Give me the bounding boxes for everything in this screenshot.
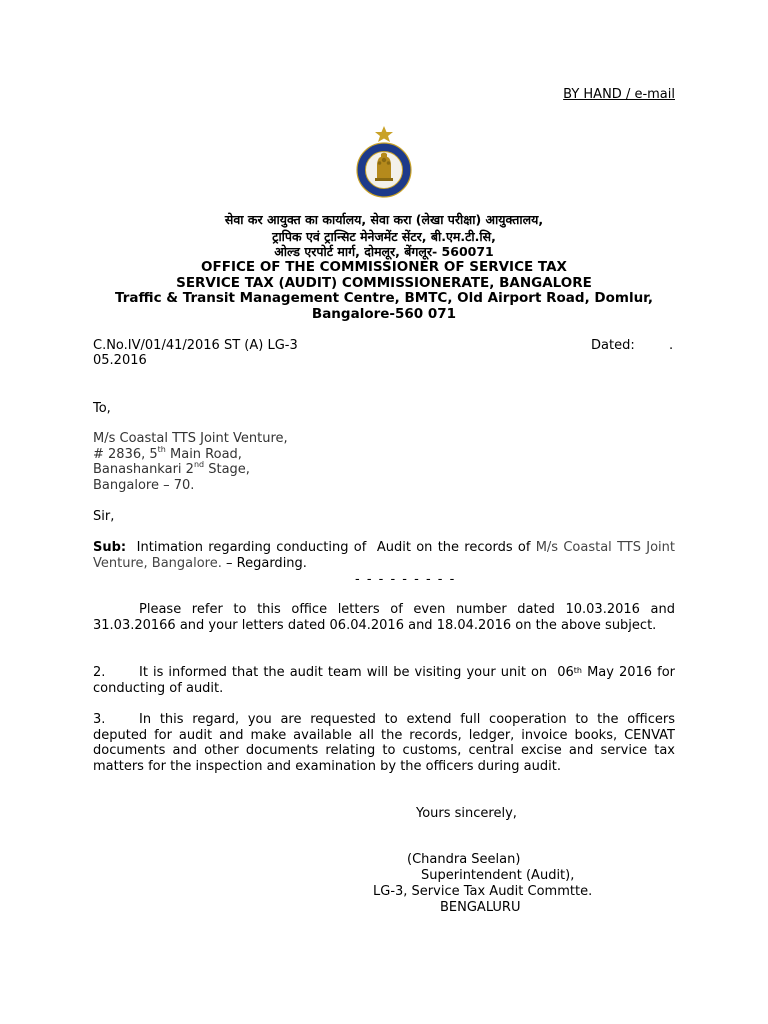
government-emblem-icon xyxy=(346,124,422,200)
recipient-address-line-4: Bangalore – 70. xyxy=(93,478,195,493)
reference-number: C.No.IV/01/41/2016 ST (A) LG-3 xyxy=(93,338,298,353)
reference-date: 05.2016 xyxy=(93,353,147,368)
to-label: To, xyxy=(93,401,111,416)
delivery-mode: BY HAND / e-mail xyxy=(563,87,675,102)
salutation: Sir, xyxy=(93,509,115,524)
address-line-2-part-2: Main Road, xyxy=(165,447,242,462)
paragraph-2-text-part-1: It is informed that the audit team will be visiting your unit on 06 xyxy=(139,665,574,680)
header-english-line-3: Traffic & Transit Management Centre, BMTC, Old Airport Road, Domlur, xyxy=(115,290,653,306)
body-paragraph-2 xyxy=(93,665,675,696)
paragraph-2-number: 2. xyxy=(93,665,106,680)
recipient-address-line-2 xyxy=(93,447,242,462)
paragraph-1-text: Please refer to this office letters of even number dated 10.03.2016 and 31.03.20166 and your letters dated 06.04.2016 and 18.04.2016 on the above subject. xyxy=(93,602,675,633)
body-paragraph-3 xyxy=(93,712,675,774)
header-english-line-2: SERVICE TAX (AUDIT) COMMISSIONERATE, BANGALORE xyxy=(176,275,592,291)
address-line-2-superscript: th xyxy=(157,445,166,454)
body-paragraph-1 xyxy=(93,602,675,633)
header-hindi-line-2: ट्रापिक एवं ट्रान्सिट मेनेजमेंट सेंटर, बी.एम.टी.सि, xyxy=(272,229,496,244)
subject-separator: - - - - - - - - - xyxy=(355,572,456,587)
signatory-designation: Superintendent (Audit), xyxy=(421,868,575,883)
recipient-name: M/s Coastal TTS Joint Venture, xyxy=(93,431,288,446)
header-english-line-4: Bangalore-560 071 xyxy=(311,306,457,322)
subject-label: Sub: xyxy=(93,540,127,555)
header-hindi-line-1: सेवा कर आयुक्त का कार्यालय, सेवा करा (लेखा परीक्षा) आयुक्तालय, xyxy=(224,212,544,227)
address-line-3-part-2: Stage, xyxy=(204,462,250,477)
address-line-2-part-1: # 2836, 5 xyxy=(93,447,158,462)
address-line-3-part-1: Banashankari 2 xyxy=(93,462,194,477)
paragraph-2-text-part-2: May 2016 for conducting of audit. xyxy=(93,665,675,696)
header-english-line-1: OFFICE OF THE COMMISSIONER OF SERVICE TAX xyxy=(201,259,567,275)
signatory-name: (Chandra Seelan) xyxy=(407,852,521,867)
header-hindi-line-3: ओल्ड एरपोर्ट मार्ग, दोमलूर, बेंगलूर- 560071 xyxy=(274,244,494,259)
subject-line xyxy=(93,540,675,571)
paragraph-3-text: In this regard, you are requested to extend full cooperation to the officers deputed for audit and make available all the records, ledger, invoice books, CENVAT documents and other documents relating to customs, central excise and service tax matters for the inspection and examination by the officers during audit. xyxy=(93,712,675,774)
paragraph-3-number: 3. xyxy=(93,712,106,727)
recipient-address-line-3 xyxy=(93,462,250,477)
subject-suffix: – Regarding. xyxy=(221,555,307,571)
dated-dot: . xyxy=(669,338,674,353)
dated-label: Dated: xyxy=(591,338,635,353)
signatory-unit: LG-3, Service Tax Audit Commtte. xyxy=(373,884,593,899)
address-line-3-superscript: nd xyxy=(193,460,205,469)
subject-entity: M/s Coastal TTS Joint Venture, Bangalore. xyxy=(93,540,675,571)
closing: Yours sincerely, xyxy=(416,806,517,821)
signatory-city: BENGALURU xyxy=(440,900,521,915)
paragraph-2-superscript: th xyxy=(573,666,583,675)
subject-text: Intimation regarding conducting of Audit on the records of xyxy=(126,540,536,555)
